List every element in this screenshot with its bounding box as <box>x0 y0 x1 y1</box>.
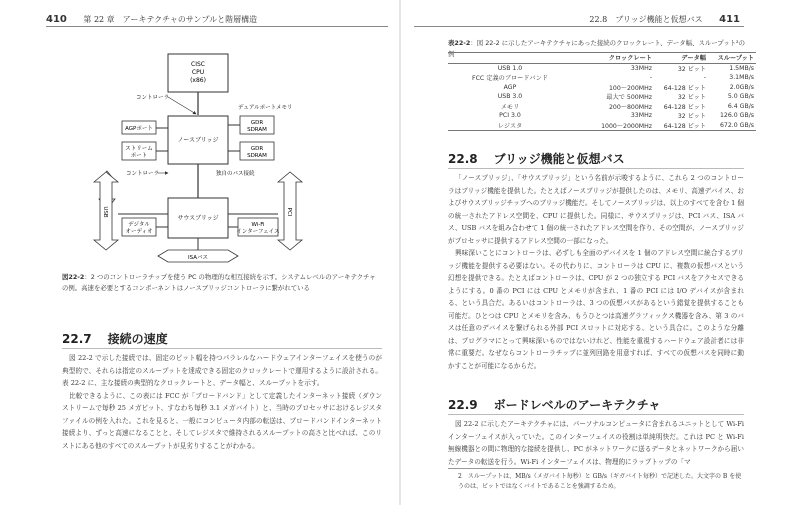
right-body-1 <box>448 172 744 372</box>
table-cell: 33MHz <box>630 112 652 120</box>
right-page-number: 411 <box>719 14 740 25</box>
table-cell: 2.0GB/s <box>729 83 754 91</box>
table-cell: 5.0 GB/s <box>727 93 754 101</box>
table-header-cell <box>448 53 572 64</box>
table-cell: - <box>703 74 706 82</box>
right-body-2 <box>448 418 744 468</box>
table-cell: メモリ <box>500 103 520 111</box>
label-separate-bus: 独自のバス接続 <box>216 171 255 177</box>
right-paragraph-2: 興味深いことにコントローラは、必ずしも全面のデバイスを 1 個のアドレス空間に統合するブリッジ機能を提供する必要はない。その代わりに、コントローラは CPU に、複数の仮想バスという幻想を提供できる。たとえばコントローラは、CPU が 2 つの独立する PCI バスをアクセスできるようにする。0 番の PCI には CPU とメモリが含まれ、1 番の PCI には I/O デバイスが含まれる、という具合だ。あるいはコントローラは、3 つの仮想バスがあるという錯覚を提供することも可能だ。ひとつは CPU とメモリを含み、もうひとつは高速グラフィックス機器を含み、第 3 のバスは任意のデバイスを繋げられる外部 PCI スロットに対応する、という具合に。このような分離は、プログラマにとって興味深いものではないけれど、性能を重視するハードウェア設計者には非常に重要だ。なぜならコントローラチップに並列回路を用意すれば、すべての仮想バスを同時に動かすことが可能になるからだ。 <box>448 249 744 370</box>
label-dual-port-memory: デュアルポートメモリ <box>238 105 293 111</box>
table-row <box>448 63 756 73</box>
gdr-sdram-1-line2: SDRAM <box>247 127 267 133</box>
section-22-8-heading <box>448 150 625 167</box>
right-header <box>589 14 740 25</box>
table-cell: 1.5MB/s <box>729 64 754 72</box>
left-body <box>62 352 382 452</box>
controller-top-pointer <box>168 97 196 114</box>
footnote <box>458 472 744 492</box>
wifi-line1: Wi-Fi <box>251 222 265 228</box>
figure-caption <box>62 272 382 294</box>
digital-audio-line2: オーディオ <box>125 229 153 235</box>
table-cell: 33MHz <box>630 64 652 72</box>
left-chapter-header: 第 22 章 アーキテクチャのサンプルと階層構造 <box>83 15 258 24</box>
table-header-row <box>448 53 756 64</box>
table-row <box>448 92 756 102</box>
pci-label: PCI <box>286 207 292 217</box>
section-22-9-number: 22.9 <box>448 398 478 412</box>
section-22-8-rule <box>448 168 744 169</box>
left-header <box>46 14 257 25</box>
right-section-header: 22.8 ブリッジ機能と仮想バス <box>589 15 703 24</box>
table-cell: USB 1.0 <box>497 64 523 72</box>
table-cell: 64-128 ビット <box>663 84 706 92</box>
table-cell: PCI 3.0 <box>499 112 521 120</box>
table-cell: 32 ビット <box>677 94 706 102</box>
table-row <box>448 102 756 112</box>
north-bridge-label: ノースブリッジ <box>177 137 219 144</box>
left-page-number: 410 <box>46 14 67 25</box>
label-controller-mid: コントローラ <box>126 171 160 177</box>
section-22-9-heading <box>448 396 660 413</box>
footnote-text: スループットは、MB/s（メガバイト毎秒）と GB/s（ギガバイト毎秒）で記述した。大文字の B を使うのは、ビットではなくバイトであることを強調するため。 <box>458 473 742 490</box>
right-header-rule <box>414 26 744 27</box>
table-row <box>448 121 756 131</box>
cpu-line1: CISC <box>191 61 205 68</box>
table-row <box>448 111 756 121</box>
table-cell: FCC 定義のブロードバンド <box>472 75 548 83</box>
section-22-8-number: 22.8 <box>448 152 478 166</box>
right-paragraph-3: 図 22-2 に示したアーキテクチャには、パーソナルコンピュータに含まれるユニットとして Wi-Fi インターフェイスが入っていた。このインターフェイスの役割は単純明快だ。これは PC と Wi-Fi 無線機器との間に物理的な接続を提供し、PC がネットワークに送るデータとネットワークから届いたデータの転送を行う。Wi-Fi インターフェイスは、物理的にラップトップの「マ <box>448 420 744 466</box>
throughput-table <box>448 52 756 131</box>
south-bridge-label: サウスブリッジ <box>177 215 219 222</box>
table-cell: - <box>649 74 652 82</box>
section-22-9-title: ボードレベルのアーキテクチャ <box>493 398 661 412</box>
table-cell: 32 ビット <box>677 113 706 121</box>
table-header-cell: データ幅 <box>654 53 708 64</box>
table-cell: レジスタ <box>497 122 523 130</box>
table-cell: 126.0 GB/s <box>719 112 754 120</box>
stream-port-line2: ポート <box>130 153 148 159</box>
table-caption-text: ：図 22-2 に示したアーキテクチャにあった接続のクロックレート、データ幅、スループット²の例 <box>448 39 745 58</box>
page-gutter <box>399 0 401 505</box>
section-22-7-title: 接続の速度 <box>107 332 168 346</box>
table-cell: 32 ビット <box>677 65 706 73</box>
label-controller-top: コントローラ <box>136 95 170 101</box>
figure-caption-text: ：2 つのコントローラチップを使う PC の物理的な相互接続を示す。システムレベルのアーキテクチャの例。高速を必要とするコンポーネントはノースブリッジコントローラに繋がれている <box>62 273 376 292</box>
left-paragraph-2: 比較できるように、この表には FCC が「ブロードバンド」として定義したインターネット接続（ダウンストリームで毎秒 25 メガビット、すなわち毎秒 3.1 メガバイト）と、当時のプロセッサにおけるレジスタファイルの例を入れた。これを見ると、一般にコンピュータ内部の転送は、ブロードバンドインターネット接続より、ずっと高速になることと、そしてレジスタで維持されるスループットの高さと比べれば、このリストにある他のすべてのスループットが見劣りすることがわかる。 <box>62 391 382 450</box>
table-row <box>448 73 756 83</box>
table-cell: USB 3.0 <box>497 93 523 101</box>
agp-port-label: AGPポート <box>125 126 153 132</box>
footnote-rule <box>448 468 568 469</box>
table-cell: 64-128 ビット <box>663 103 706 111</box>
footnote-mark: 2 <box>458 473 462 480</box>
section-22-7-rule <box>62 348 382 349</box>
usb-label: USB <box>102 206 108 218</box>
stream-port-line1: ストリーム <box>125 146 153 152</box>
table-cell: 1000〜2000MHz <box>601 122 652 130</box>
table-cell: 64-128 ビット <box>663 122 706 130</box>
cpu-line2: CPU <box>191 69 205 76</box>
right-paragraph-1: 「ノースブリッジ」、「サウスブリッジ」という名前が示唆するように、これら 2 つのコントローラはブリッジ機能を提供した。たとえばノースブリッジが提供したのは、メモリ、高速デバイス、およびサウスブリッジチップへのブリッジ機能だ。そしてノースブリッジは、以上のすべてを含む 1 個の統一されたアドレス空間を、CPU に提供した。同様に、サウスブリッジは、PCI バス、ISA バス、USB バスを組み合わせて 1 個の統一されたアドレス空間を作り、その空間が、ノースブリッジがプロセッサに提供するアドレス空間の一部になった。 <box>448 174 744 245</box>
table-cell: 100〜200MHz <box>608 84 652 92</box>
gdr-sdram-2-line1: GDR <box>250 146 264 152</box>
section-22-8-title: ブリッジ機能と仮想バス <box>493 152 625 166</box>
figure-caption-label: 図22-2 <box>62 273 85 281</box>
left-paragraph-1: 図 22-2 で示した接続では、固定のビット幅を持つパラレルなハードウェアインターフェイスを使うのが典型的で、それらは指定のスループットを達成できる固定のクロックレートで運用するように設計される。表 22-2 に、主な接続の典型的なクロックレートと、データ幅と、スループットを示す。 <box>62 354 382 387</box>
section-22-7-number: 22.7 <box>62 332 92 346</box>
table-header-cell: スループット <box>708 53 756 64</box>
table-cell: 672.0 GB/s <box>719 121 754 129</box>
digital-audio-line1: デジタル <box>128 222 150 228</box>
table-row <box>448 83 756 93</box>
table-caption-label: 表22-2 <box>448 39 471 47</box>
figure-22-2-diagram <box>46 32 392 268</box>
table-cell: AGP <box>503 83 517 91</box>
table-cell: 200〜800MHz <box>608 103 652 111</box>
wifi-line2: インターフェイス <box>236 229 280 235</box>
gdr-sdram-1-line1: GDR <box>250 120 264 126</box>
table-cell: 最大で 500MHz <box>606 94 652 102</box>
table-header-cell: クロックレート <box>572 53 654 64</box>
gdr-sdram-2-line2: SDRAM <box>247 153 267 159</box>
section-22-7-heading <box>62 330 168 347</box>
section-22-9-rule <box>448 414 744 415</box>
left-header-rule <box>46 26 388 27</box>
cpu-line3: (x86) <box>190 77 206 84</box>
table-cell: 6.4 GB/s <box>727 102 754 110</box>
isa-bus-label: ISAバス <box>188 255 208 261</box>
table-cell: 3.1MB/s <box>729 74 754 82</box>
